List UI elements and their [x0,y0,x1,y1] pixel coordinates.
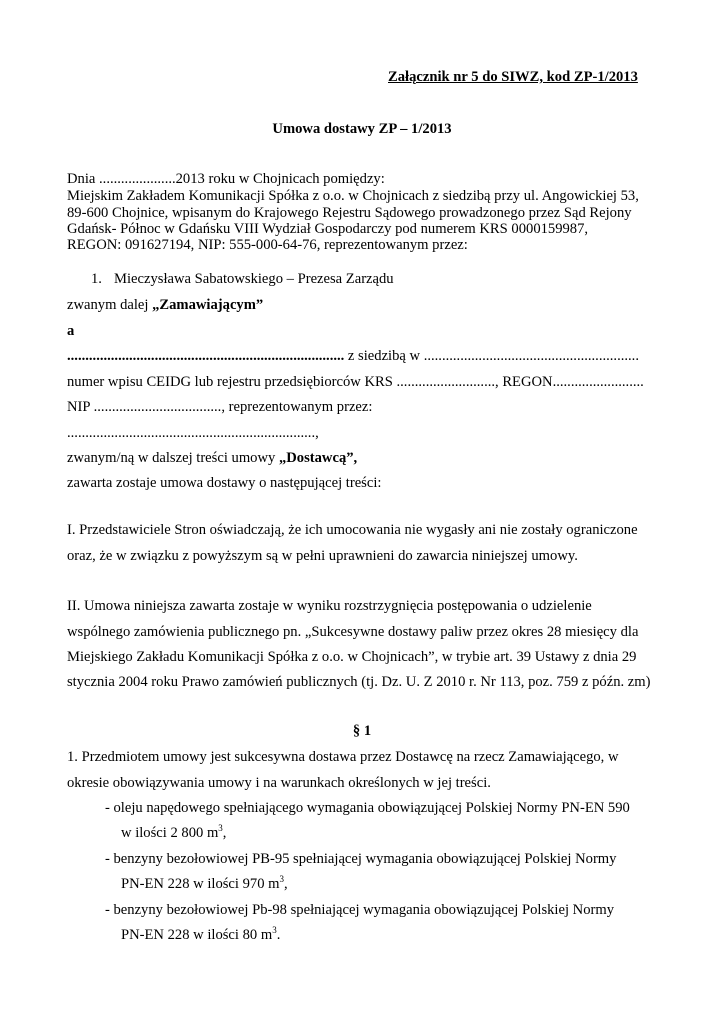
supplier-called-prefix: zwanym/ną w dalszej treści umowy [67,450,279,466]
list-item-2-tail: , [284,876,288,892]
list-item-2-line-1: - benzyny bezołowiowej PB-95 spełniającej wymagania obowiązującej Polskiej Normy [105,851,617,867]
representative-number: 1. [91,271,102,287]
list-item-1-line-2 [121,823,227,841]
list-item-3-line-1: - benzyny bezołowiowej Pb-98 spełniającej wymagania obowiązującej Polskiej Normy [105,902,615,918]
supplier-nip: NIP ..................................., reprezentowanym przez: [67,399,373,415]
section-2-line-1: II. Umowa niniejsza zawarta zostaje w wyniku rozstrzygnięcia postępowania o udzielenie [67,598,592,614]
supplier-definition [67,451,357,466]
annex-reference: Załącznik nr 5 do SIWZ, kod ZP-1/2013 [388,69,638,85]
paragraph-1-line-2: okresie obowiązywania umowy i na warunkach określonych w jej treści. [67,775,491,791]
list-item-2-quantity: PN-EN 228 w ilości 970 m [121,876,280,892]
list-item-3-unit-exponent: 3 [272,925,277,935]
list-item-1-line-1: - oleju napędowego spełniającego wymagania obowiązującej Polskiej Normy PN-EN 590 [105,800,630,816]
list-item-1-unit-exponent: 3 [218,823,223,833]
intro-line-1: Dnia .....................2013 roku w Chojnicach pomiędzy: [67,171,385,187]
list-item-1-quantity: w ilości 2 800 m [121,825,219,841]
supplier-name-dots: ............................................................................ [67,348,345,364]
orderer-prefix: zwanym dalej [67,297,153,313]
section-2-line-4: stycznia 2004 roku Prawo zamówień publicznych (tj. Dz. U. Z 2010 r. Nr 113, poz. 759 z późn. zm) [67,674,651,690]
paragraph-1-heading: § 1 [352,723,372,739]
list-item-2-unit-exponent: 3 [279,874,285,884]
conjunction: a [67,323,75,339]
orderer-name: „Zamawiającym” [152,297,264,313]
intro-line-2: Miejskim Zakładem Komunikacji Spółka z o.o. w Chojnicach z siedzibą przy ul. Angowickiej 53, [67,188,639,204]
supplier-seat: z siedzibą w ........................................................... [344,348,639,364]
supplier-registry: numer wpisu CEIDG lub rejestru przedsiębiorców KRS ..........................., REGON......................... [67,374,644,390]
list-item-3-line-2 [121,925,281,943]
representative-name: Mieczysława Sabatowskiego – Prezesa Zarządu [114,271,394,287]
paragraph-1-line-1: 1. Przedmiotem umowy jest sukcesywna dostawa przez Dostawcę na rzecz Zamawiającego, w [67,749,619,765]
list-item-1-tail: , [222,825,227,841]
section-1-line-1: I. Przedstawiciele Stron oświadczają, że ich umocowania nie wygasły ani nie zostały ograniczone [67,522,638,538]
supplier-called-name: „Dostawcą”, [278,450,358,466]
supplier-representative-dots: ...................................................................., [67,425,319,441]
supplier-name-line [67,349,639,364]
list-item-3-tail: . [276,927,281,943]
contract-concluded: zawarta zostaje umowa dostawy o następującej treści: [67,475,382,491]
intro-line-4: Gdańsk- Północ w Gdańsku VIII Wydział Gospodarczy pod numerem KRS 0000159987, [67,221,589,237]
list-item-3-quantity: PN-EN 228 w ilości 80 m [121,927,273,943]
section-2-line-2: wspólnego zamówienia publicznego pn. „Sukcesywne dostawy paliw przez okres 28 miesięcy dla [67,624,639,640]
section-1-line-2: oraz, że w związku z powyższym są w pełni uprawnieni do zawarcia niniejszej umowy. [67,548,578,564]
section-2-line-3: Miejskiego Zakładu Komunikacji Spółka z o.o. w Chojnicach”, w trybie art. 39 Ustawy z dnia 29 [67,649,637,665]
intro-line-5: REGON: 091627194, NIP: 555-000-64-76, reprezentowanym przez: [67,237,468,253]
intro-line-3: 89-600 Chojnice, wpisanym do Krajowego Rejestru Sądowego prowadzonego przez Sąd Rejony [67,205,632,221]
contract-title: Umowa dostawy ZP – 1/2013 [272,121,452,137]
orderer-definition [67,298,263,313]
list-item-2-line-2 [121,874,288,892]
